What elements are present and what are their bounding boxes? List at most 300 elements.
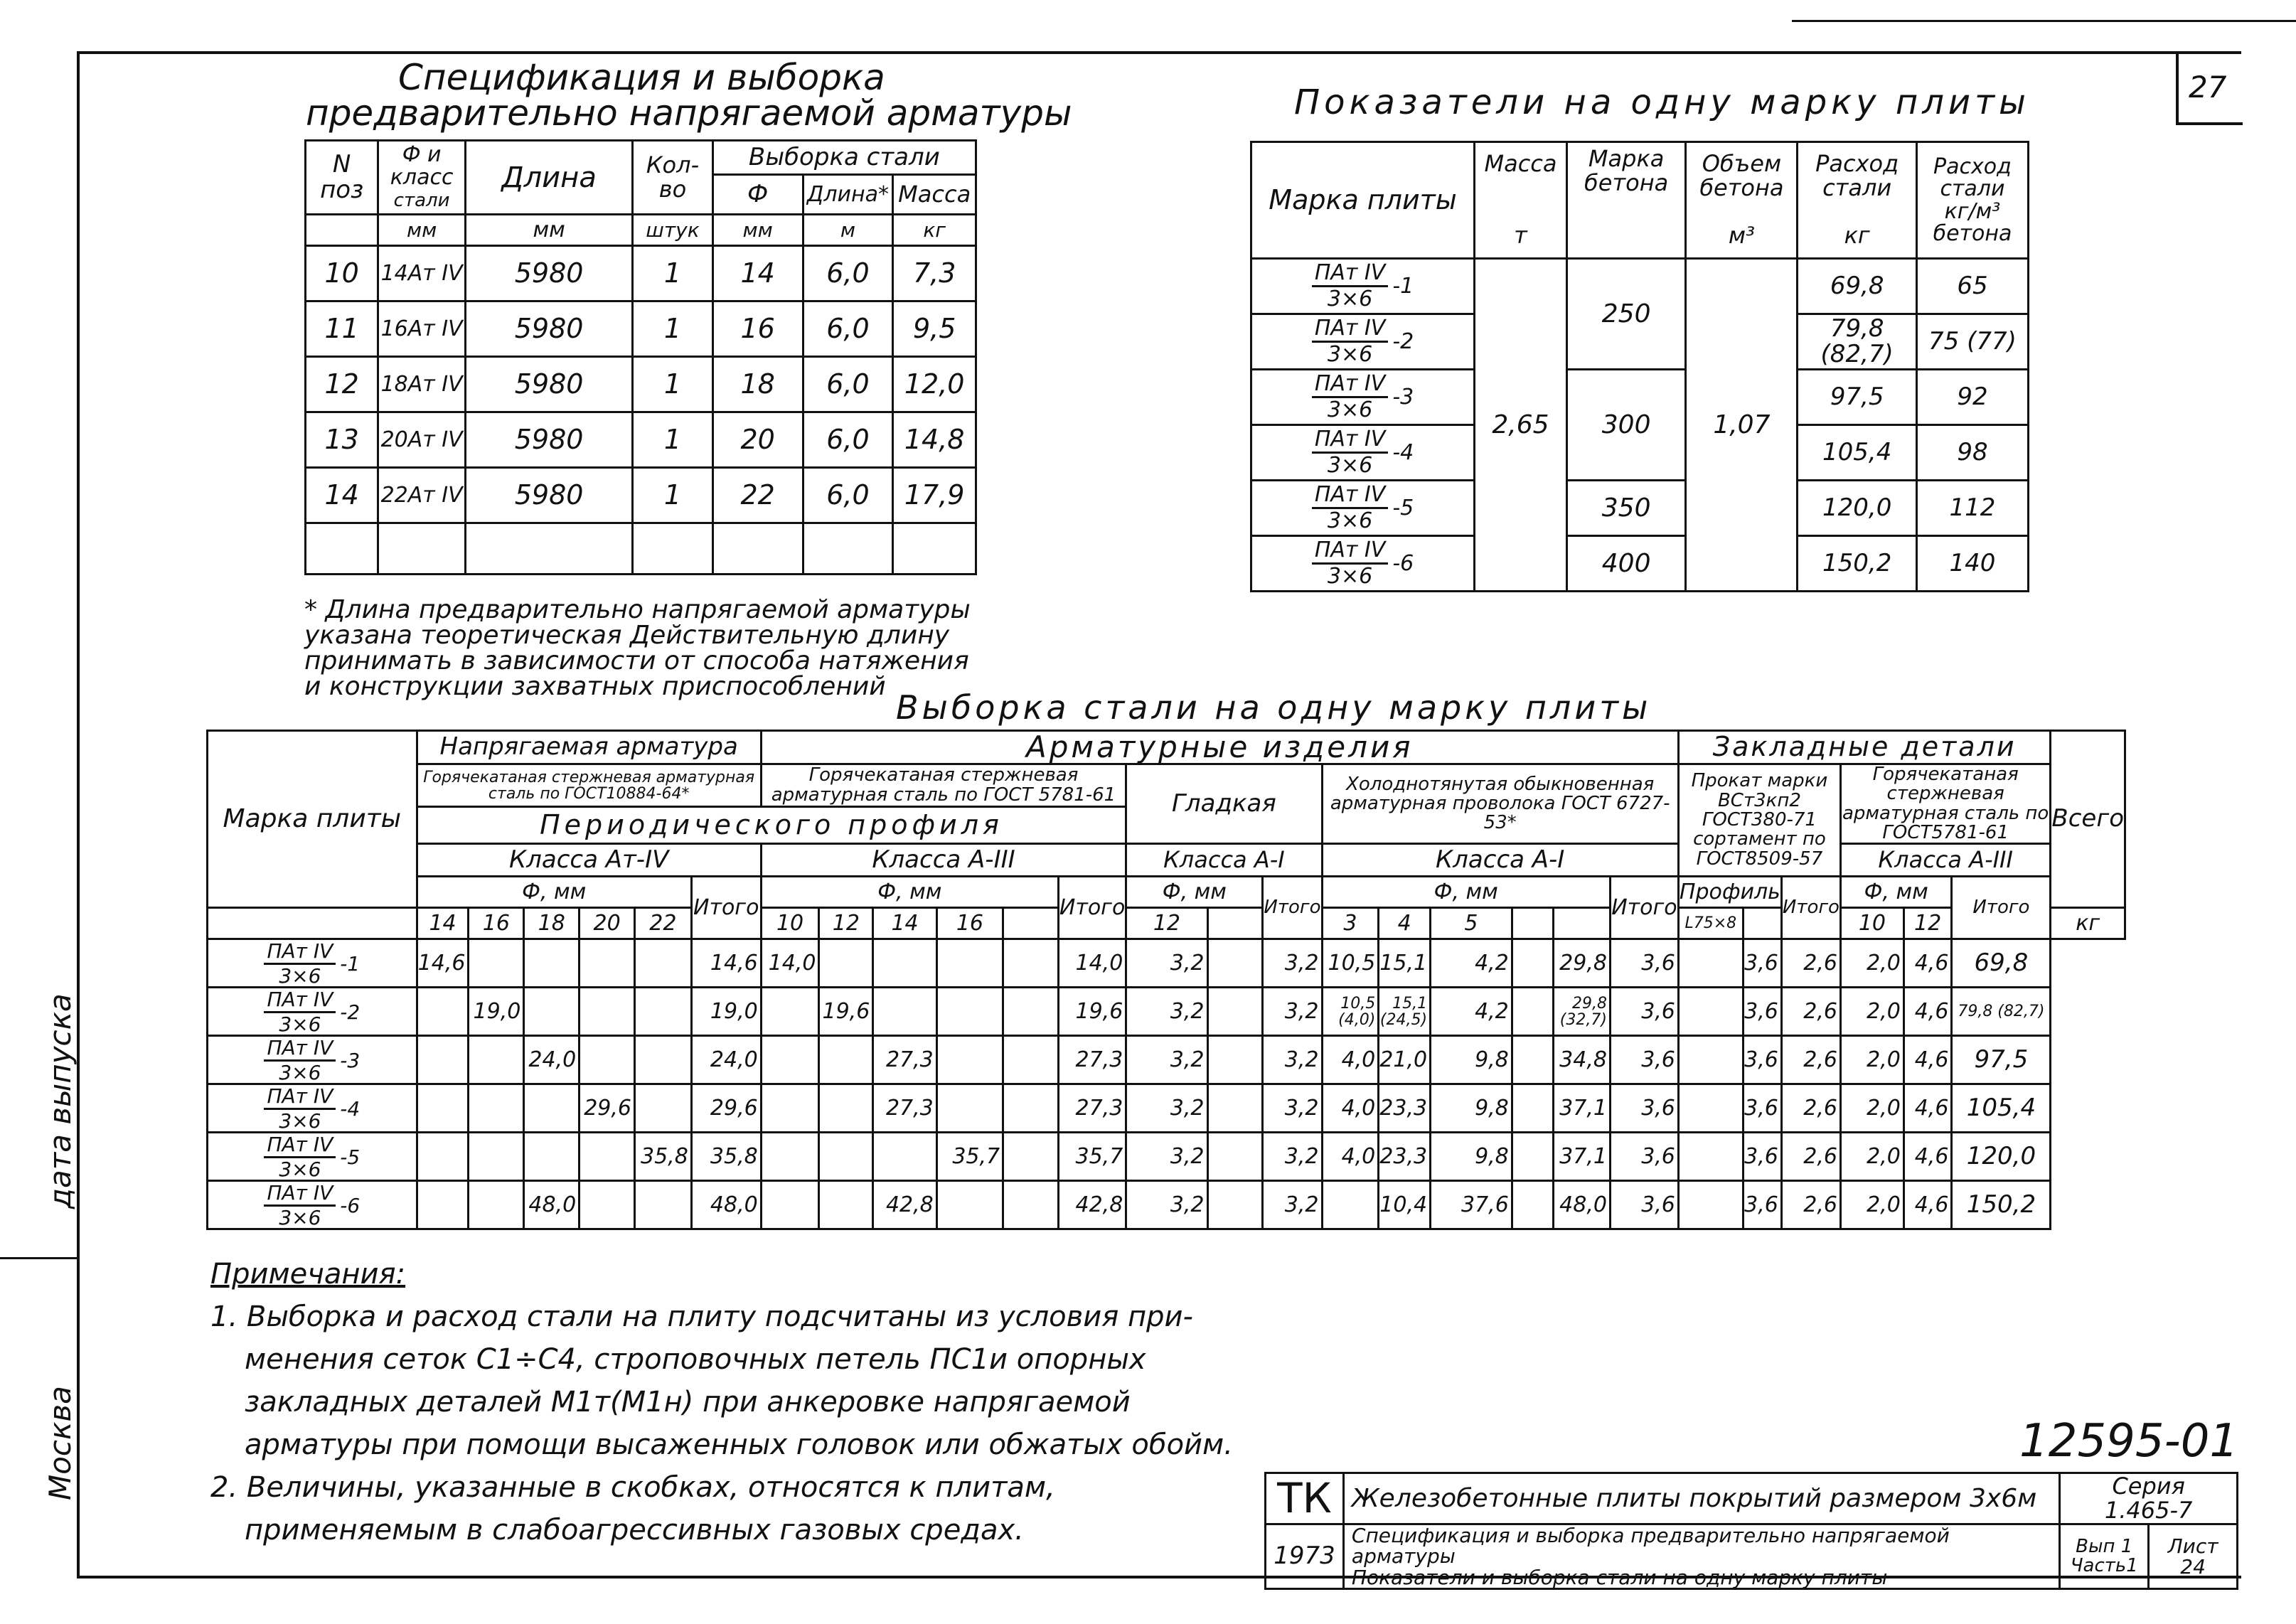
sel-cell-b16 (936, 939, 1003, 988)
plate-mark (1312, 540, 1414, 587)
spec-cell-phi: 18 (712, 357, 803, 412)
ind-grade-header-2: бетона (1584, 169, 1669, 196)
spec-cell-cls: 18Aт IV (378, 357, 466, 412)
sel-cell-cx (1512, 1181, 1553, 1229)
sel-cell-c5: 4,2 (1431, 988, 1512, 1036)
plate-mark-suffix: -2 (340, 1000, 361, 1025)
sel-cell-h10: 2,6 (1781, 939, 1840, 988)
sel-itogo-h: Итого (1952, 877, 2051, 939)
spec-cell-cls: 20Aт IV (378, 412, 466, 468)
spec-cell-qty: 1 (633, 246, 713, 301)
sel-phi-s: Ф, мм (1126, 877, 1263, 908)
sel-cell-bx (1003, 1084, 1059, 1133)
spec-cell-qty: 1 (633, 468, 713, 523)
sel-cell-b16 (936, 1181, 1003, 1229)
spec-cell-pos: 12 (306, 357, 378, 412)
sel-e10: 10 (761, 908, 819, 939)
spec-title-2: предварительно напрягаемой арматуры (306, 92, 1072, 134)
spec-cell-m: 17,9 (893, 468, 976, 523)
spec-cell-phi: 16 (712, 301, 803, 357)
sel-cell-c3: 4,0 (1322, 1036, 1379, 1084)
sel-cell-at: 19,0 (691, 988, 761, 1036)
page-number: 27 (2189, 70, 2227, 105)
sel-cell-pt: 3,6 (1743, 988, 1781, 1036)
sel-cell-b16 (936, 1084, 1003, 1133)
sel-cell-px (1678, 988, 1743, 1036)
sel-row (208, 939, 2125, 988)
sel-cell-a20 (580, 1181, 635, 1229)
mass-header: Масса (893, 175, 976, 215)
sel-cell-s12: 3,2 (1126, 988, 1207, 1036)
sel-cell-bx (1003, 939, 1059, 988)
ind-steel-cell: 105,4 (1798, 425, 1917, 481)
stamp-tk: ТК (1266, 1473, 1344, 1524)
ind-steel-cell: 79,8 (82,7) (1798, 314, 1917, 370)
ind-rate-header-3: кг/м³ (1944, 198, 2001, 224)
sel-cell-tot: 69,8 (1952, 939, 2051, 988)
plate-mark-suffix: -3 (1392, 384, 1414, 410)
sel-mark-cell (208, 1036, 417, 1084)
sel-cell-h12: 2,0 (1840, 1036, 1903, 1084)
sel-cell-p: 3,6 (1610, 939, 1678, 988)
ind-steel-header-1: Расход (1815, 150, 1899, 178)
sel-cell-at: 24,0 (691, 1036, 761, 1084)
sel-cell-sx (1207, 1036, 1263, 1084)
plate-mark-den: 3×6 (1327, 397, 1373, 422)
sel-cell-c3: 4,0 (1322, 1084, 1379, 1133)
sel-itogo-p: Итого (1781, 877, 1840, 939)
sel-cell-st: 3,2 (1263, 988, 1322, 1036)
ind-mark-cell (1251, 425, 1475, 481)
sel-total-unit: кг (2051, 908, 2125, 939)
plate-mark-num: ПАт IV (264, 1038, 336, 1062)
sel-cls-atiV: Класса Ат-IV (417, 844, 761, 877)
class-header-2: класс (390, 164, 454, 190)
plate-mark-den: 3×6 (1327, 508, 1373, 533)
sel-cell-ct: 29,8 (32,7) (1554, 988, 1611, 1036)
plate-mark-suffix: -4 (1392, 439, 1414, 465)
sel-cell-h12: 2,0 (1840, 1084, 1903, 1133)
sel-cell-cx (1512, 1036, 1553, 1084)
stamp-issue: Вып 1 (2076, 1535, 2133, 1557)
spec-cell-pos: 14 (306, 468, 378, 523)
sel-mark-cell (208, 988, 417, 1036)
sel-cell-h10: 2,6 (1781, 1036, 1840, 1084)
plate-mark-num: ПАт IV (264, 1135, 336, 1158)
sel-cell-bt: 42,8 (1058, 1181, 1126, 1229)
sel-cell-h10: 2,6 (1781, 1084, 1840, 1133)
sel-cls-aiii: Класса А-III (761, 844, 1126, 877)
sel-cell-p: 3,6 (1610, 1036, 1678, 1084)
length-unit: мм (465, 215, 632, 246)
spec-row (306, 246, 976, 301)
sel-cell-tot: 105,4 (1952, 1084, 2051, 1133)
ind-row (1251, 370, 2029, 425)
stamp-title: Железобетонные плиты покрытий размером 3х6м (1343, 1473, 2059, 1524)
plate-mark-den: 3×6 (1327, 453, 1373, 478)
sel-cell-tot: 97,5 (1952, 1036, 2051, 1084)
sel-cell-sx (1207, 939, 1263, 988)
ind-steel-cell: 97,5 (1798, 370, 1917, 425)
plate-mark-num: ПАт IV (1312, 373, 1388, 398)
ind-mark-cell (1251, 536, 1475, 592)
plate-mark (264, 1183, 360, 1228)
ind-row (1251, 481, 2029, 536)
indicators-title: Показатели на одну марку плиты (1294, 82, 2030, 122)
sel-cell-c3 (1322, 1181, 1379, 1229)
sel-e14: 14 (873, 908, 936, 939)
sel-cell-c4: 23,3 (1379, 1084, 1431, 1133)
phi-header: Ф (712, 175, 803, 215)
plate-mark-suffix: -6 (1392, 550, 1414, 576)
sel-cell-b14 (873, 988, 936, 1036)
ind-vol-header-1: Объем (1702, 150, 1782, 178)
pos-header-1: N (332, 149, 351, 178)
sel-cell-st: 3,2 (1263, 1181, 1322, 1229)
sel-cell-a14 (417, 1036, 469, 1084)
spec-cell-cls: 22Aт IV (378, 468, 466, 523)
sel-profile-header: Профиль (1678, 877, 1781, 908)
sel-d22: 22 (635, 908, 692, 939)
sel-cell-b10 (761, 1036, 819, 1084)
note-line: арматуры при помощи высаженных головок или обжатых обойм. (245, 1428, 1233, 1461)
sel-c5: 5 (1431, 908, 1512, 939)
sel-cell-ht: 4,6 (1903, 1084, 1952, 1133)
ind-rate-cell: 140 (1916, 536, 2028, 592)
sel-cell-s12: 3,2 (1126, 1133, 1207, 1181)
sel-mark-header: Марка плиты (208, 731, 417, 908)
sel-cell-b16 (936, 988, 1003, 1036)
sel-cell-h12: 2,0 (1840, 988, 1903, 1036)
sel-cell-p: 3,6 (1610, 1084, 1678, 1133)
sel-cell-st: 3,2 (1263, 1133, 1322, 1181)
spec-cell-l: 6,0 (803, 468, 893, 523)
spec-cell-len: 5980 (465, 412, 632, 468)
spec-cell-phi: 22 (712, 468, 803, 523)
notes-title: Примечания: (210, 1258, 406, 1291)
plate-mark-suffix: -1 (340, 952, 361, 976)
sel-hot10884-header: Горячекатаная стержневая арматурная сталь по ГОСТ10884-64* (417, 764, 761, 807)
sel-cell-h10: 2,6 (1781, 988, 1840, 1036)
sel-cell-h12: 2,0 (1840, 1133, 1903, 1181)
plate-mark-den: 3×6 (279, 1061, 321, 1085)
plate-mark (264, 1086, 360, 1131)
sel-stressed-header: Напрягаемая арматура (417, 731, 761, 764)
sel-cell-a20: 29,6 (580, 1084, 635, 1133)
sel-cell-pt: 3,6 (1743, 1036, 1781, 1084)
ind-rate-cell: 98 (1916, 425, 2028, 481)
sel-cell-p: 3,6 (1610, 1181, 1678, 1229)
sel-itogo-c: Итого (1610, 877, 1678, 939)
plate-mark-num: ПАт IV (1312, 429, 1388, 454)
sel-cell-a18 (524, 1133, 580, 1181)
sel-cell-b12 (819, 1181, 873, 1229)
plate-mark (1312, 318, 1414, 365)
sel-cell-s12: 3,2 (1126, 1181, 1207, 1229)
sel-cell-a20 (580, 988, 635, 1036)
sel-cell-a22 (635, 1036, 692, 1084)
plate-mark (264, 1038, 360, 1083)
sel-phi-h: Ф, мм (1840, 877, 1951, 908)
sel-cell-a14 (417, 1133, 469, 1181)
sel-products-header: Арматурные изделия (761, 731, 1678, 764)
sel-cell-h10: 2,6 (1781, 1181, 1840, 1229)
plate-mark-suffix: -2 (1392, 328, 1414, 354)
sel-cell-pt: 3,6 (1743, 1181, 1781, 1229)
spec-cell-len: 5980 (465, 246, 632, 301)
ind-rate-cell: 65 (1916, 259, 2028, 314)
plate-mark-den: 3×6 (1327, 342, 1373, 367)
spec-cell-phi: 14 (712, 246, 803, 301)
spec-row (306, 357, 976, 412)
note-line: 1. Выборка и расход стали на плиту подсчитаны из условия при- (210, 1300, 1193, 1333)
sel-cell-a16 (469, 939, 524, 988)
sel-phi-a: Ф, мм (417, 877, 691, 908)
plate-mark-suffix: -3 (340, 1049, 361, 1073)
plate-mark-suffix: -1 (1392, 273, 1414, 299)
ind-row (1251, 259, 2029, 314)
sel-cell-sx (1207, 1181, 1263, 1229)
spec-cell-len: 5980 (465, 468, 632, 523)
sel-d20: 20 (580, 908, 635, 939)
plate-mark-den: 3×6 (279, 964, 321, 988)
sel-itogo-b: Итого (1058, 877, 1126, 939)
sel-cell-c3: 10,5 (1322, 939, 1379, 988)
sel-rolled-header: Прокат марки ВСт3кп2 ГОСТ380-71 сортамент по ГОСТ8509-57 (1678, 764, 1840, 877)
sel-cell-px (1678, 1084, 1743, 1133)
sel-cell-sx (1207, 988, 1263, 1036)
sel-h10: 10 (1840, 908, 1903, 939)
spec-empty-row (306, 523, 976, 575)
spec-cell-qty: 1 (633, 412, 713, 468)
plate-mark-den: 3×6 (279, 1013, 321, 1037)
sel-cell-ht: 4,6 (1903, 1181, 1952, 1229)
sel-cell-b16 (936, 1036, 1003, 1084)
ind-grade-cell: 350 (1566, 481, 1686, 536)
spec-footnote-line: принимать в зависимости от способа натяжения (304, 646, 969, 675)
sel-phi-b: Ф, мм (761, 877, 1058, 908)
spec-cell-l: 6,0 (803, 357, 893, 412)
side-rule (0, 1257, 77, 1259)
sel-cell-c4: 10,4 (1379, 1181, 1431, 1229)
sel-cell-ct: 37,1 (1554, 1133, 1611, 1181)
sel-cell-b14: 27,3 (873, 1084, 936, 1133)
sel-cell-b10 (761, 1084, 819, 1133)
spec-row (306, 412, 976, 468)
sel-cell-pt: 3,6 (1743, 1133, 1781, 1181)
sel-cell-a22 (635, 1181, 692, 1229)
sel-cell-a16 (469, 1084, 524, 1133)
ind-rate-cell: 92 (1916, 370, 2028, 425)
sel-phi-c: Ф, мм (1322, 877, 1610, 908)
spec-footnote-line: указана теоретическая Действительную длину (304, 621, 950, 650)
ind-rate-cell: 112 (1916, 481, 2028, 536)
sel-cell-b14: 42,8 (873, 1181, 936, 1229)
sel-cell-px (1678, 939, 1743, 988)
sel-d14: 14 (417, 908, 469, 939)
spec-cell-qty: 1 (633, 357, 713, 412)
sel-cell-b12 (819, 1133, 873, 1181)
sel-cell-bt: 27,3 (1058, 1084, 1126, 1133)
ind-steel-cell: 120,0 (1798, 481, 1917, 536)
sel-cell-st: 3,2 (1263, 1036, 1322, 1084)
sel-cell-bx (1003, 1036, 1059, 1084)
stamp-subtitle-2: Показатели и выборка стали на одну марку плиты (1351, 1565, 1888, 1589)
stamp-part: Часть1 (2070, 1555, 2138, 1577)
sel-cell-b10 (761, 1181, 819, 1229)
spec-cell-l: 6,0 (803, 301, 893, 357)
sel-cell-c4: 15,1 (24,5) (1379, 988, 1431, 1036)
plate-mark-suffix: -4 (340, 1097, 361, 1121)
sel-cell-a16 (469, 1133, 524, 1181)
sel-cell-a14: 14,6 (417, 939, 469, 988)
sel-cell-a18 (524, 939, 580, 988)
spec-title-1: Спецификация и выборка (398, 57, 885, 98)
plate-mark-num: ПАт IV (264, 941, 336, 965)
sel-cell-a14 (417, 988, 469, 1036)
ind-mass-unit: т (1514, 222, 1527, 250)
sel-cell-b12 (819, 1084, 873, 1133)
spec-footnote-line: * Длина предварительно напрягаемой арматуры (304, 595, 971, 624)
sel-cell-pt: 3,6 (1743, 1084, 1781, 1133)
plate-mark-den: 3×6 (279, 1158, 321, 1182)
sel-cell-tot: 150,2 (1952, 1181, 2051, 1229)
sel-cell-a14 (417, 1181, 469, 1229)
sel-cell-ct: 34,8 (1554, 1036, 1611, 1084)
sel-cell-ht: 4,6 (1903, 939, 1952, 988)
stamp-year: 1973 (1266, 1524, 1344, 1589)
sel-cell-b10: 14,0 (761, 939, 819, 988)
ind-grade-header-1: Марка (1588, 145, 1665, 172)
title-block (1264, 1472, 2238, 1590)
sel-cell-c3: 10,5 (4,0) (1322, 988, 1379, 1036)
sel-cell-c5: 37,6 (1431, 1181, 1512, 1229)
sel-cell-cx (1512, 1084, 1553, 1133)
plate-mark-num: ПАт IV (264, 1183, 336, 1207)
sel-cold-header: Холоднотянутая обыкновенная арматурная проволока ГОСТ 6727-53* (1322, 764, 1678, 844)
plate-mark-suffix: -5 (340, 1145, 361, 1170)
note-line: закладных деталей М1т(М1н) при анкеровке напрягаемой (245, 1386, 1131, 1419)
sel-c4: 4 (1379, 908, 1431, 939)
sel-row (208, 1084, 2125, 1133)
stamp-sheet: 24 (2180, 1555, 2206, 1579)
sel-cell-bt: 35,7 (1058, 1133, 1126, 1181)
ind-vol-cell: 1,07 (1686, 259, 1798, 592)
sel-d16: 16 (469, 908, 524, 939)
sel-cell-ct: 29,8 (1554, 939, 1611, 988)
sel-cell-bx (1003, 988, 1059, 1036)
sel-cell-at: 14,6 (691, 939, 761, 988)
sel-cell-a16 (469, 1181, 524, 1229)
selection-header: Выборка стали (712, 141, 976, 175)
sel-cell-s12: 3,2 (1126, 1036, 1207, 1084)
ind-grade-cell: 250 (1566, 259, 1686, 370)
ind-rate-cell: 75 (77) (1916, 314, 2028, 370)
plate-mark-num: ПАт IV (1312, 318, 1388, 343)
sel-cell-a16 (469, 1036, 524, 1084)
sel-cell-st: 3,2 (1263, 939, 1322, 988)
sel-cell-b10 (761, 988, 819, 1036)
sel-cell-s12: 3,2 (1126, 1084, 1207, 1133)
ind-row (1251, 536, 2029, 592)
ind-vol-unit: м³ (1728, 222, 1755, 250)
plate-mark-num: ПАт IV (264, 990, 336, 1013)
spec-cell-m: 12,0 (893, 357, 976, 412)
sel-cell-a18: 48,0 (524, 1181, 580, 1229)
plate-mark-suffix: -6 (340, 1194, 361, 1218)
phi-unit: мм (712, 215, 803, 246)
sel-cell-a22 (635, 1084, 692, 1133)
plate-mark-num: ПАт IV (1312, 540, 1388, 565)
stamp-sheet-label: Лист (2167, 1534, 2218, 1558)
spec-cell-m: 9,5 (893, 301, 976, 357)
spec-cell-pos: 13 (306, 412, 378, 468)
sel-mark-cell (208, 1181, 417, 1229)
sel-row (208, 1133, 2125, 1181)
sel-s12: 12 (1126, 908, 1207, 939)
sel-h12: 12 (1903, 908, 1952, 939)
sel-cell-a18: 24,0 (524, 1036, 580, 1084)
spec-cell-cls: 16Aт IV (378, 301, 466, 357)
sel-cell-a22: 35,8 (635, 1133, 692, 1181)
spec-footnote (304, 597, 971, 700)
sel-cell-b12 (819, 939, 873, 988)
sel-cell-c5: 9,8 (1431, 1084, 1512, 1133)
sel-cell-c4: 15,1 (1379, 939, 1431, 988)
ind-mark-header: Марка плиты (1251, 142, 1475, 259)
sel-itogo-s: Итого (1263, 877, 1322, 939)
sel-cls-aiii-emb: Класса А-III (1840, 844, 2050, 877)
sel-cell-ct: 48,0 (1554, 1181, 1611, 1229)
sel-cell-tot: 120,0 (1952, 1133, 2051, 1181)
ind-mark-cell (1251, 481, 1475, 536)
sel-cell-a18 (524, 988, 580, 1036)
sel-row (208, 1036, 2125, 1084)
plate-mark-num: ПАт IV (1312, 262, 1388, 287)
sel-cell-b14 (873, 1133, 936, 1181)
indicators-table (1250, 141, 2029, 592)
sel-mark-cell (208, 939, 417, 988)
sel-cell-b14 (873, 939, 936, 988)
sel-cell-c4: 23,3 (1379, 1133, 1431, 1181)
ind-mass-header: Масса (1484, 150, 1557, 178)
ind-grade-cell: 300 (1566, 370, 1686, 481)
sel-e12: 12 (819, 908, 873, 939)
len2-unit: м (803, 215, 893, 246)
sel-cell-b16: 35,7 (936, 1133, 1003, 1181)
ind-steel-cell: 69,8 (1798, 259, 1917, 314)
ind-steel-unit: кг (1844, 222, 1870, 250)
plate-mark-den: 3×6 (1327, 564, 1373, 589)
sel-cell-a18 (524, 1084, 580, 1133)
sel-cell-p: 3,6 (1610, 988, 1678, 1036)
sel-d18: 18 (524, 908, 580, 939)
spec-table (304, 139, 977, 575)
sel-cell-a14 (417, 1084, 469, 1133)
spec-cell-m: 14,8 (893, 412, 976, 468)
sel-cell-s12: 3,2 (1126, 939, 1207, 988)
class-header-3: стали (393, 190, 450, 212)
sel-hot5781-header: Горячекатаная стержневая арматурная сталь по ГОСТ 5781-61 (761, 764, 1126, 807)
sel-embedded-header: Закладные детали (1678, 731, 2050, 764)
plate-mark-num: ПАт IV (264, 1086, 336, 1110)
sel-prof: L75×8 (1678, 908, 1743, 939)
mass-unit: кг (893, 215, 976, 246)
sel-total-header: Всего (2051, 731, 2125, 908)
plate-mark-suffix: -5 (1392, 495, 1414, 520)
ind-steel-header-2: стали (1822, 173, 1892, 201)
sel-cell-a20 (580, 939, 635, 988)
